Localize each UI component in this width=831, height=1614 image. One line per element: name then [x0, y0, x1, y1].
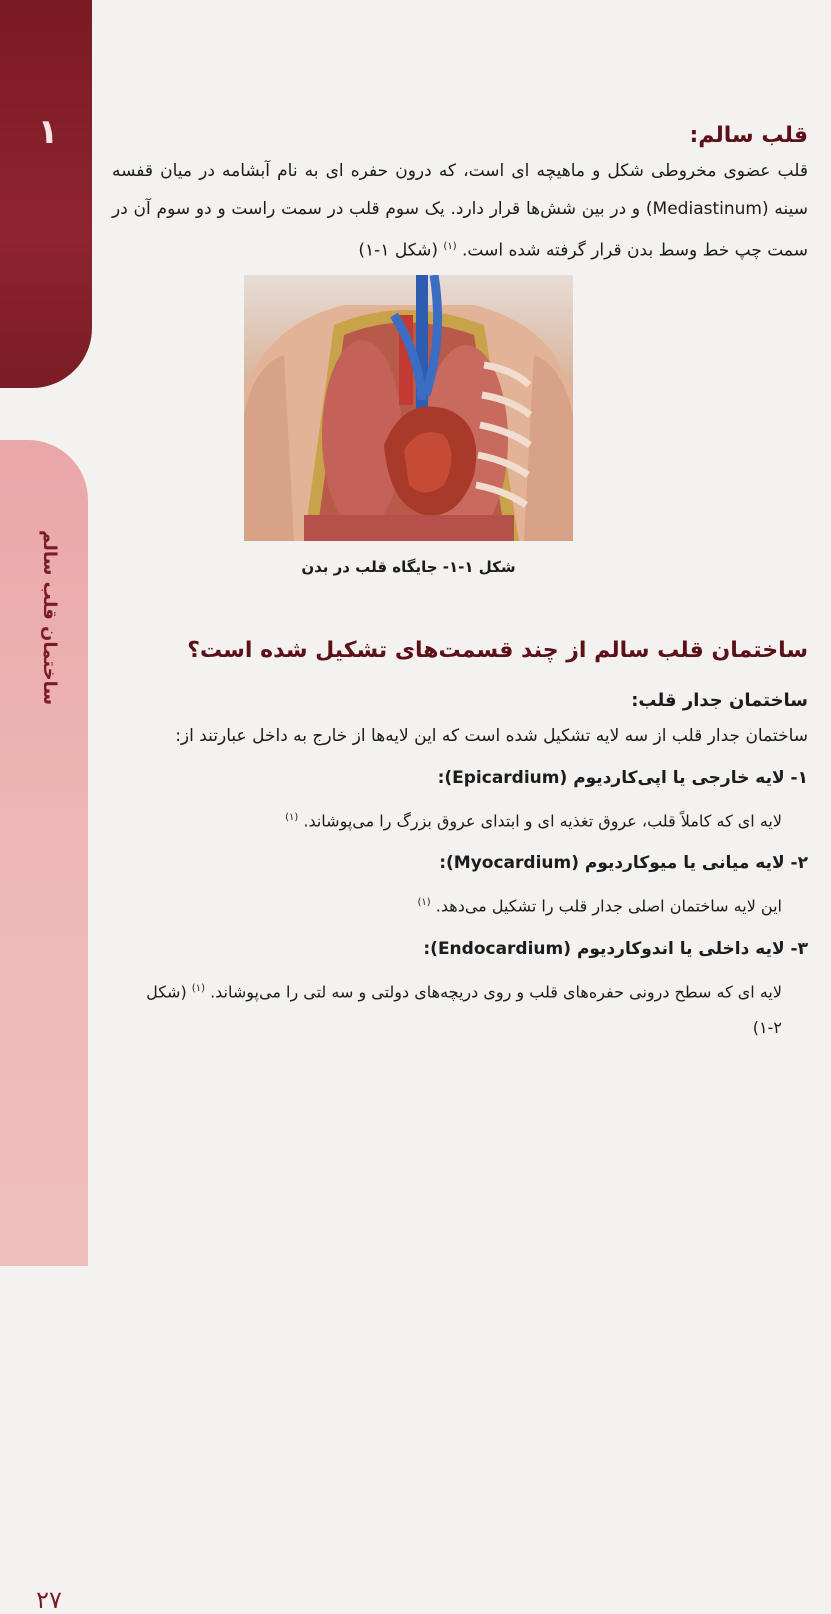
layer-text [112, 800, 782, 839]
layer-title: ۲- لایه میانی یا میوکاردیوم (Myocardium): [439, 853, 808, 874]
intro-paragraph: ساختمان جدار قلب از سه لایه تشکیل شده است که این لایه‌ها از خارج به داخل عبارتند از: [175, 726, 808, 746]
section-heading: ساختمان قلب سالم از چند قسمت‌های تشکیل شده است؟ [187, 638, 808, 663]
layer-title: ۱- لایه خارجی یا اپی‌کاردیوم (Epicardium): [437, 768, 808, 788]
layer-description: این لایه ساختمان اصلی جدار قلب را تشکیل می‌دهد. [435, 896, 782, 916]
figure-caption: شکل ۱-۱- جایگاه قلب در بدن [301, 558, 516, 576]
reference-mark: (۱) [285, 812, 299, 823]
layer-title: ۳- لایه داخلی یا اندوکاردیوم (Endocardium): [423, 938, 808, 959]
reference-mark: (۱) [443, 241, 457, 252]
section-heart-structure [112, 634, 808, 1046]
reference-mark: (۱) [417, 897, 431, 909]
layer-description: لایه ای که کاملاً قلب، عروق تغذیه ای و ابتدای عروق بزرگ را می‌پوشاند. [303, 811, 782, 831]
section-healthy-heart [112, 120, 808, 270]
layer-text [112, 971, 782, 1046]
chapter-number: ۱ [37, 112, 59, 152]
chapter-title: ساختمان قلب سالم [39, 530, 60, 706]
chapter-tab [0, 0, 92, 388]
section-paragraph [112, 152, 808, 270]
reference-mark: (۱) [191, 982, 205, 994]
layer-text [112, 885, 782, 924]
figure-reference: (شکل ۱-۱) [358, 240, 438, 261]
subsection-heading: ساختمان جدار قلب: [631, 690, 808, 711]
section-heading: قلب سالم: [689, 123, 808, 148]
layer-description: لایه ای که سطح درونی حفره‌های قلب و روی دریچه‌های دولتی و سه لتی را می‌پوشاند. [210, 981, 782, 1001]
figure-reference: (شکل ۲-۱) [146, 981, 782, 1037]
paragraph-text: قلب عضوی مخروطی شکل و ماهیچه ای است، که درون حفره ای به نام آبشامه در میان قفسه سینه (Mediastinum) و در بین شش‌ها قرار دارد. یک سوم قلب در سمت راست و دو سوم آن در سمت چپ خط وسط بدن قرار گرفته شده است. [112, 161, 808, 261]
page-number: ۲۷ [36, 1586, 62, 1614]
heart-anatomy-illustration [244, 275, 573, 541]
